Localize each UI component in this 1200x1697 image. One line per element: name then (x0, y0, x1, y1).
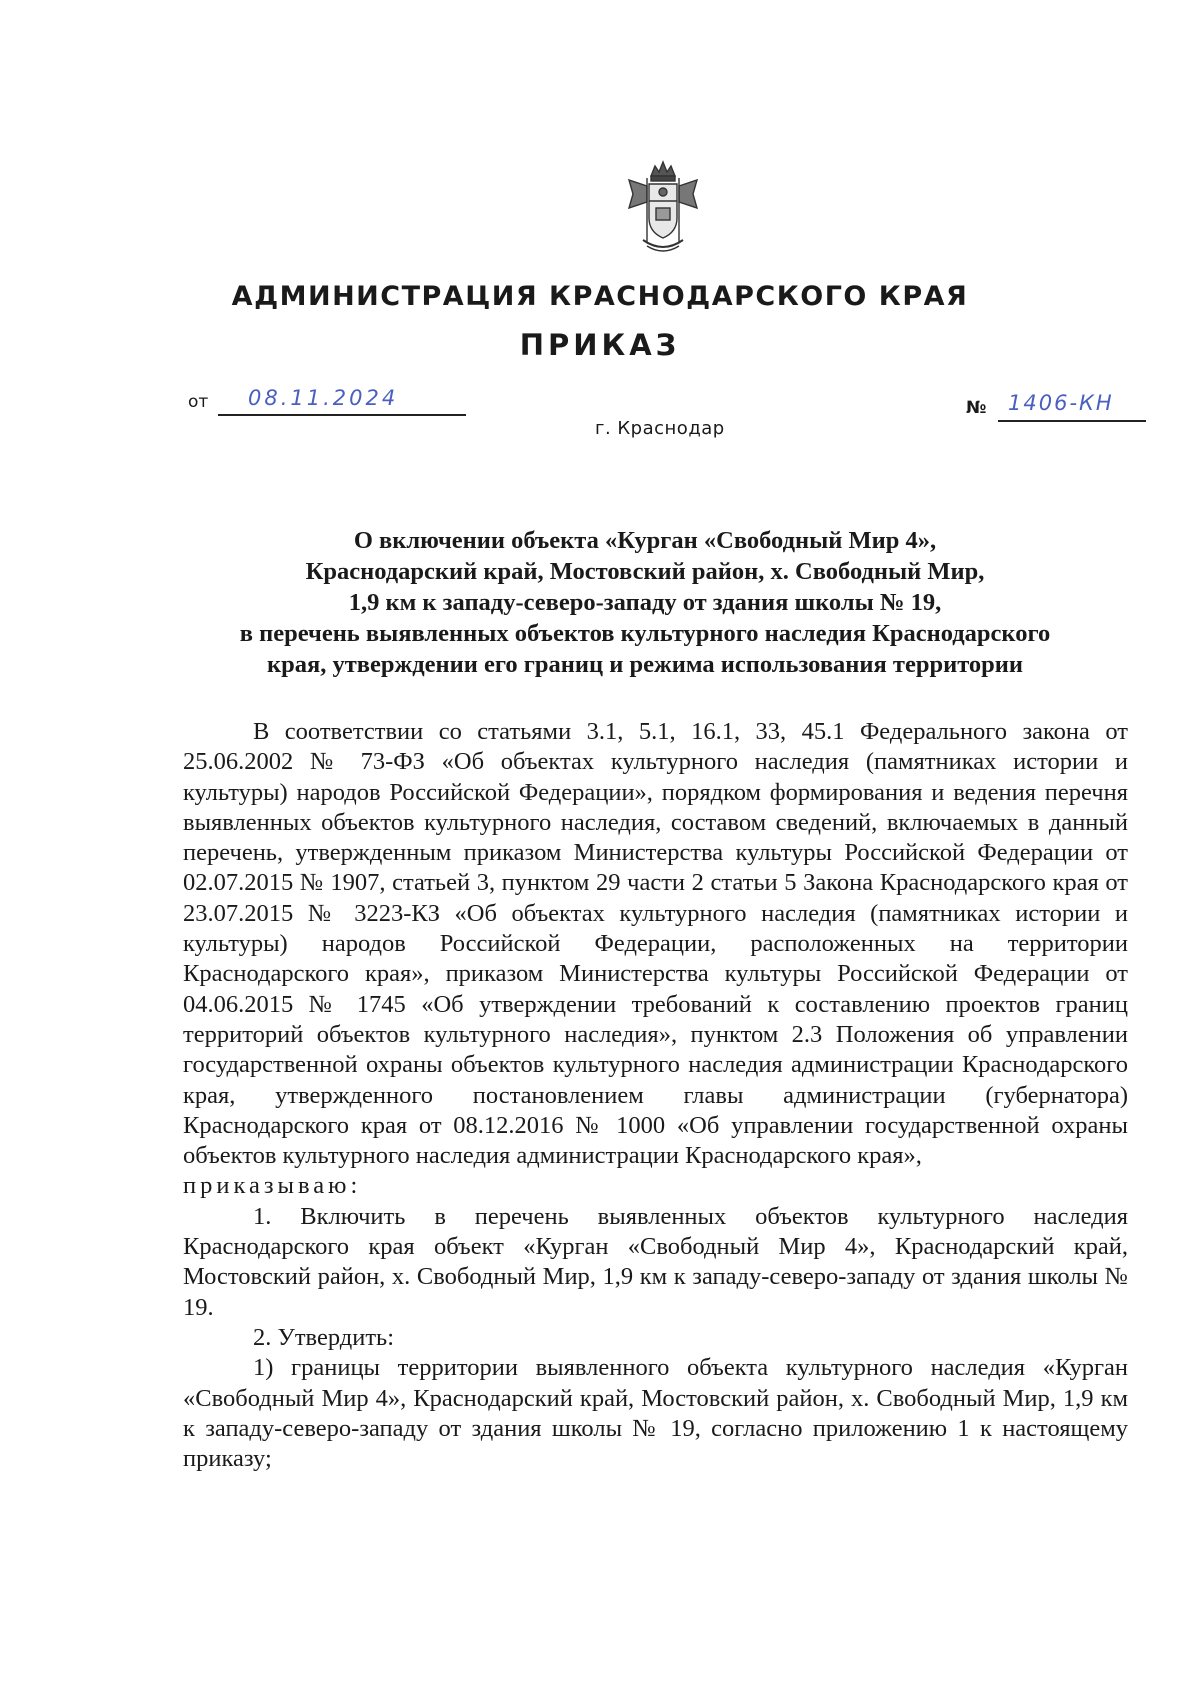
document-number: 1406-КН (1008, 391, 1114, 415)
preamble-text: В соответствии со статьями 3.1, 5.1, 16.1, 33, 45.1 Федерального закона от 25.06.2002 № 73-ФЗ «Об объектах культурного наследия (памятниках истории и культуры) народов Российской Федерации», порядком формирования и ведения перечня выявленных объектов культурного наследия, составом сведений, включаемых в данный перечень, утвержденным приказом Министерства культуры Российской Федерации от 02.07.2015 № 1907, статьей 3, пунктом 29 части 2 статьи 5 Закона Краснодарского края от 23.07.2015 № 3223-КЗ «Об объектах культурного наследия (памятниках истории и культуры) народов Российской Федерации, расположенных на территории Краснодарского края», приказом Министерства культуры Российской Федерации от 04.06.2015 № 1745 «Об утверждении требований к составлению проектов границ территорий объектов культурного наследия», пунктом 2.3 Положения об управлении государственной охраны объектов культурного наследия администрации Краснодарского края, утвержденного постановлением главы администрации (губернатора) Краснодарского края от 08.12.2016 № 1000 «Об управлении государственной охраны объектов культурного наследия администрации Краснодарского края», (183, 718, 1128, 1170)
item-2-paragraph: 2. Утвердить: (253, 1323, 395, 1351)
date-underline (218, 414, 466, 416)
coat-of-arms-emblem (623, 158, 703, 258)
title-line: 1,9 км к западу-северо-западу от здания школы № 19, (348, 589, 942, 616)
document-title (150, 525, 1140, 680)
item-1-paragraph: 1. Включить в перечень выявленных объектов культурного наследия Краснодарского края объект «Курган «Свободный Мир 4», Краснодарский край, Мостовский район, х. Свободный Мир, 1,9 км к западу-северо-западу от здания школы № 19. (183, 1202, 1128, 1321)
date-value: 08.11.2024 (248, 386, 399, 410)
title-line: края, утверждении его границ и режима использования территории (266, 651, 1024, 678)
city-name: г. Краснодар (595, 418, 725, 439)
preamble-paragraph (183, 717, 1128, 1202)
organization-name: АДМИНИСТРАЦИЯ КРАСНОДАРСКОГО КРАЯ (231, 281, 969, 312)
number-label: № (966, 398, 987, 418)
title-line: Краснодарский край, Мостовский район, х. Свободный Мир, (305, 558, 985, 585)
document-body (183, 717, 1128, 1474)
date-label: от (188, 392, 209, 412)
title-line: в перечень выявленных объектов культурного наследия Краснодарского (239, 620, 1051, 647)
order-word: приказываю: (183, 1172, 362, 1200)
item-2-1-paragraph: 1) границы территории выявленного объекта культурного наследия «Курган «Свободный Мир 4», Краснодарский край, Мостовский район, х. Свободный Мир, 1,9 км к западу-северо-западу от здания школы № 19, согласно приложению 1 к настоящему приказу; (183, 1354, 1128, 1473)
number-underline (998, 420, 1146, 422)
document-type: ПРИКАЗ (519, 328, 681, 362)
title-line: О включении объекта «Курган «Свободный Мир 4», (353, 527, 937, 554)
